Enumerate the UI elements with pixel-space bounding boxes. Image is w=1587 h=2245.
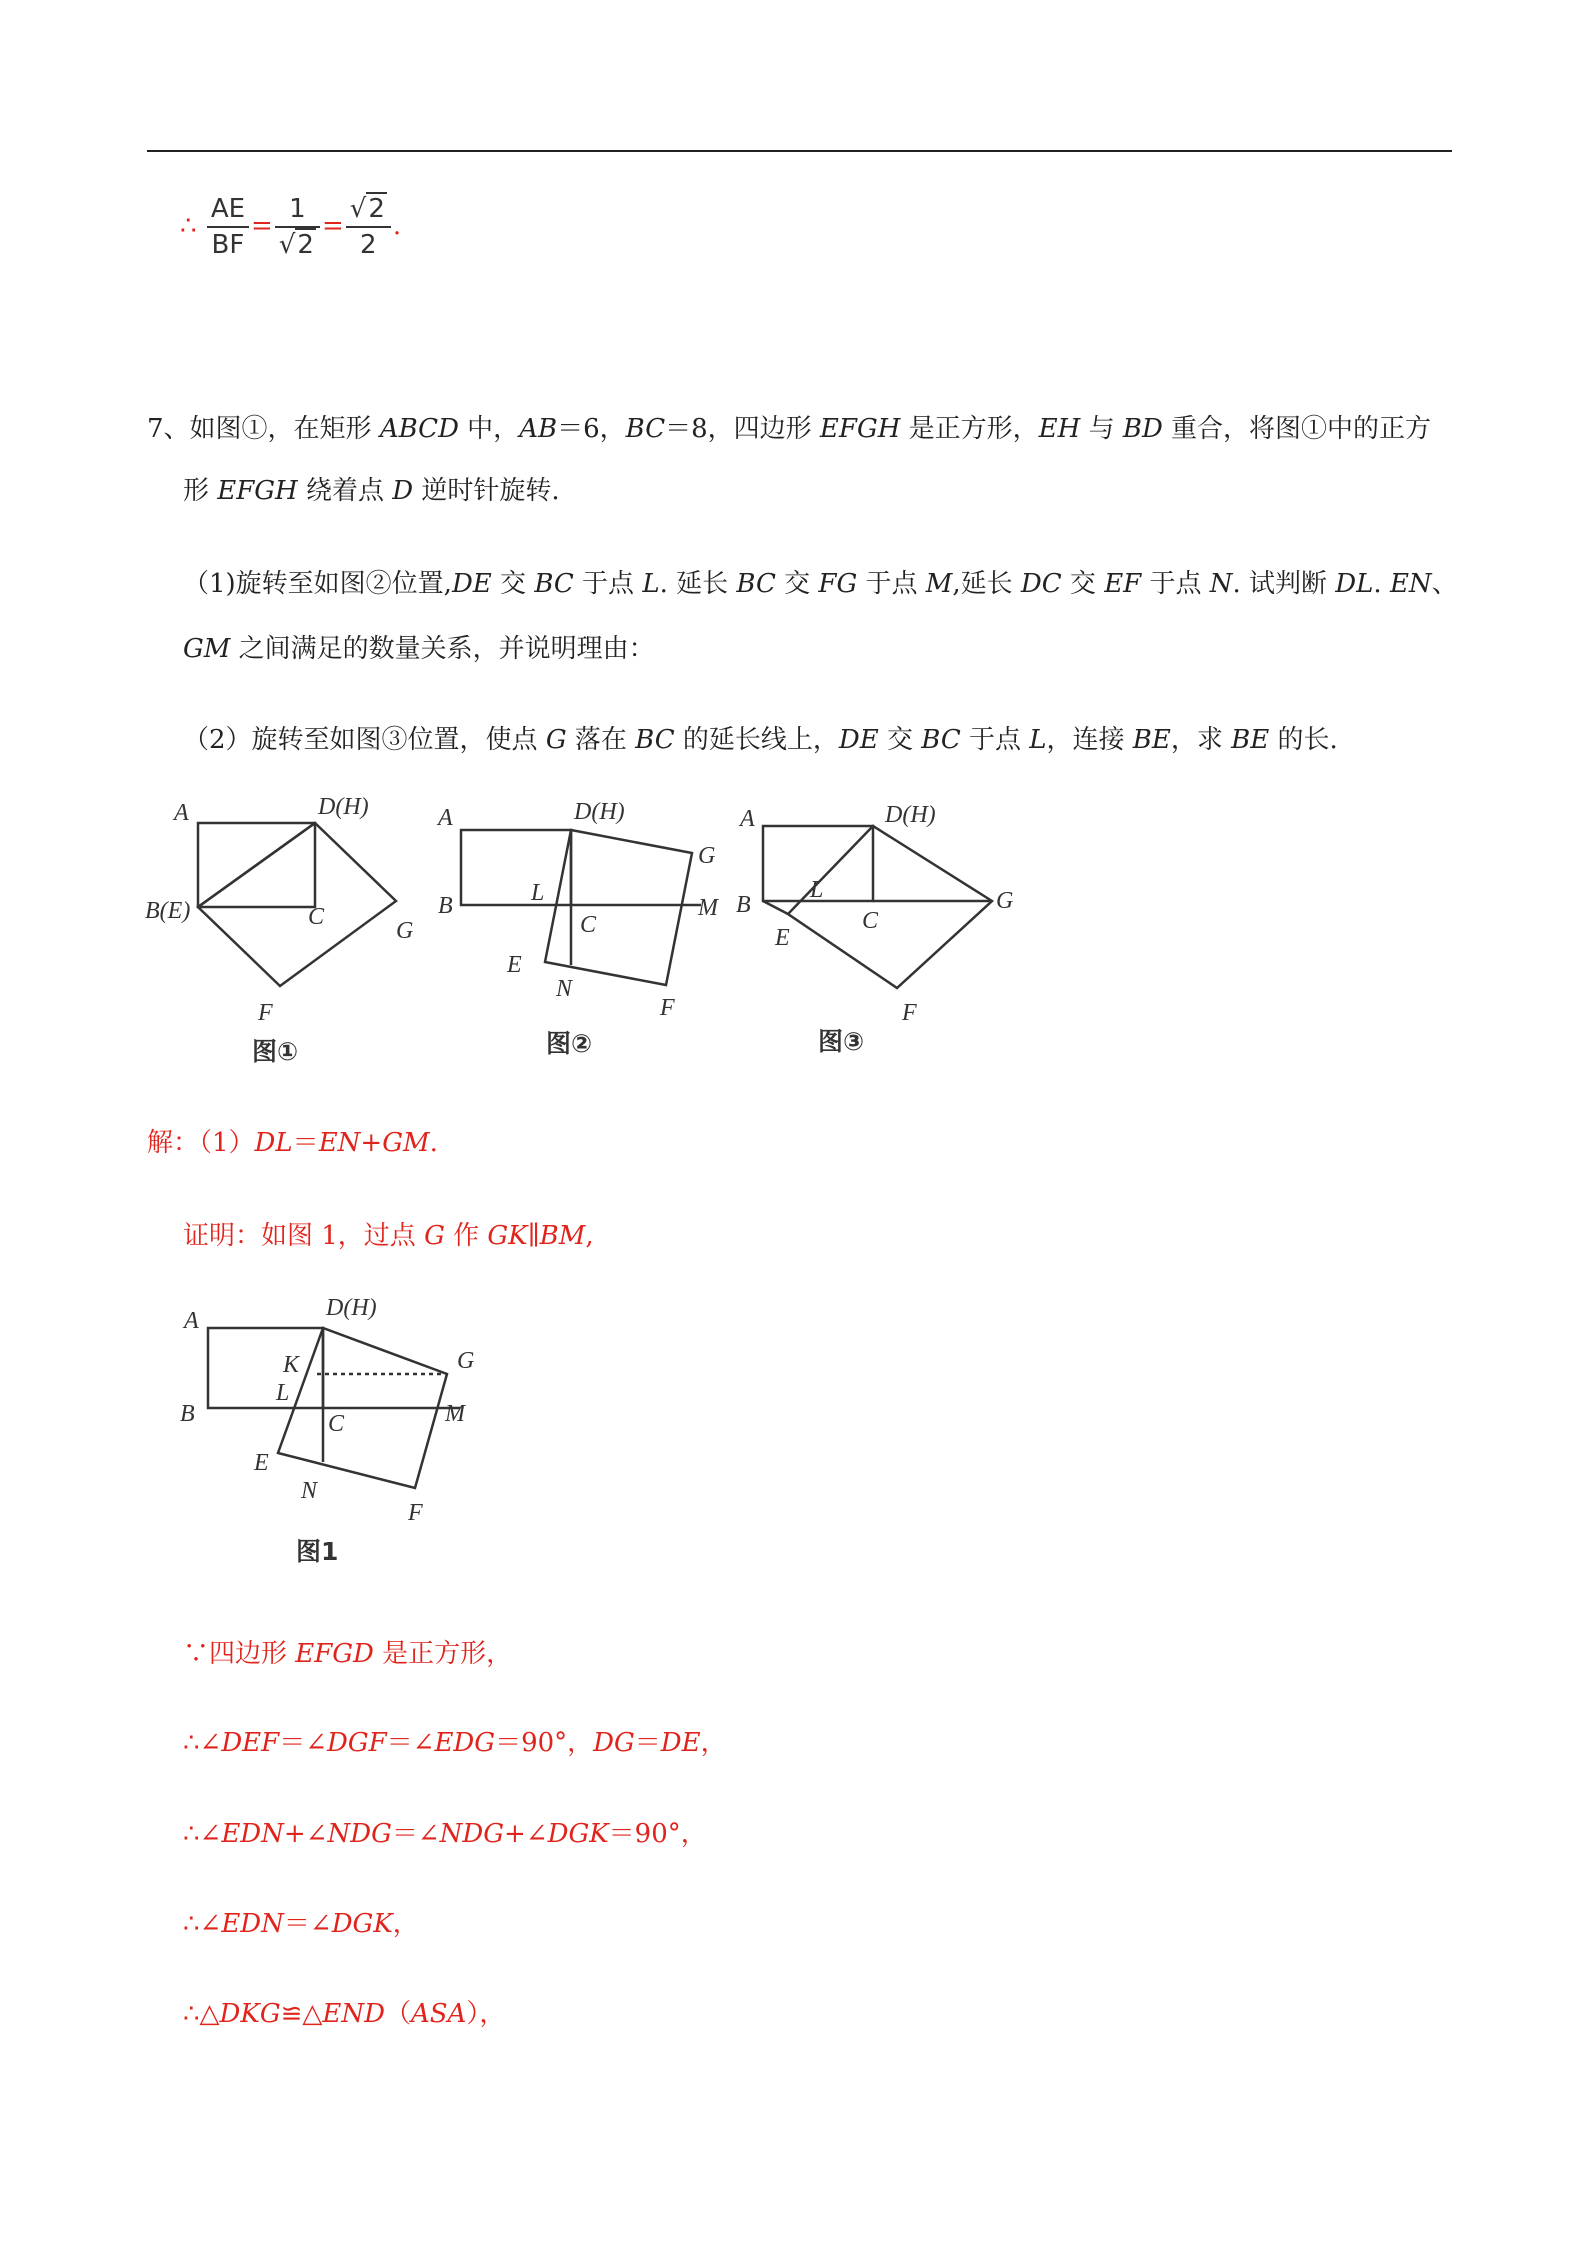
label-l: L	[531, 880, 545, 906]
math-variable: DG	[593, 1728, 635, 1758]
text-run: 证明：如图 1，过点	[183, 1221, 425, 1251]
square-efgh	[788, 826, 992, 988]
math-variable: NDG	[327, 1819, 392, 1849]
text-run: 绕着点	[297, 476, 393, 506]
text-run: ∴∠	[183, 1728, 222, 1758]
text-run: ＝∠	[279, 1728, 327, 1758]
math-variable: DKG	[219, 1999, 281, 2029]
numerator	[346, 192, 391, 228]
figure-3	[730, 790, 1050, 1080]
equals-sign: =	[251, 211, 273, 241]
problem-line-1	[147, 408, 1431, 445]
text-run: ＝∠	[391, 1819, 440, 1849]
text-run: 、	[1431, 569, 1458, 599]
proof-intro	[183, 1215, 594, 1252]
text-run: ，连接	[1046, 725, 1133, 755]
label-b: B	[736, 892, 751, 918]
figure-1	[140, 790, 460, 1090]
label-dh: D(H)	[326, 1295, 377, 1321]
math-variable: EDN	[221, 1909, 284, 1939]
label-dh: D(H)	[574, 799, 625, 825]
text-run: ≌△	[280, 1999, 323, 2029]
text-run: .	[1373, 569, 1390, 599]
text-run: 交	[878, 725, 922, 755]
text-run: 作	[444, 1221, 488, 1251]
text-run: ＝6，	[557, 414, 626, 444]
figure-caption: 图①	[252, 1037, 299, 1066]
text-run: ＝	[634, 1728, 661, 1758]
label-n: N	[556, 976, 573, 1002]
math-variable: ABCD	[379, 414, 459, 444]
text-run: ∴△	[183, 1999, 220, 2029]
math-variable: BC	[635, 725, 675, 755]
label-m: M	[698, 895, 718, 921]
sqrt-sign: √2	[349, 194, 385, 224]
math-variable: AB	[519, 414, 558, 444]
proof-step-4	[183, 1903, 419, 1940]
text-run: ∥	[527, 1221, 540, 1251]
math-variable: L	[642, 569, 660, 599]
label-g: G	[457, 1348, 475, 1374]
text-run: （1)旋转至如图②位置,	[183, 569, 452, 599]
label-f: F	[408, 1500, 423, 1526]
label-be: B(E)	[145, 898, 191, 924]
figure-caption: 图1	[296, 1537, 339, 1566]
math-variable: BC	[921, 725, 961, 755]
proof-step-2	[183, 1722, 727, 1759]
math-variable: FG	[818, 569, 858, 599]
text-run: ∴∠	[183, 1819, 222, 1849]
math-variable: G	[424, 1221, 445, 1251]
proof-step-1	[183, 1633, 512, 1670]
math-variable: EN	[318, 1128, 361, 1158]
text-run: +∠	[283, 1819, 328, 1849]
math-variable: EDG	[434, 1728, 496, 1758]
answer-line	[147, 1122, 438, 1159]
part1-line-2	[183, 628, 655, 665]
period: .	[392, 211, 402, 241]
part1-line-1	[183, 563, 1458, 600]
label-e: E	[507, 952, 522, 978]
math-variable: DEF	[221, 1728, 280, 1758]
line-be	[763, 901, 788, 914]
text-run: 交	[775, 569, 819, 599]
label-m: M	[445, 1401, 465, 1427]
text-run: 交	[491, 569, 535, 599]
text-run: ,延长	[952, 569, 1021, 599]
math-variable: GM	[183, 634, 231, 664]
text-run: ,	[585, 1221, 594, 1251]
text-run: 于点	[573, 569, 643, 599]
text-run: ＝∠	[386, 1728, 435, 1758]
math-variable: DE	[660, 1728, 701, 1758]
math-variable: BC	[736, 569, 776, 599]
math-variable: DL	[1335, 569, 1374, 599]
text-run: 交	[1061, 569, 1105, 599]
label-b: B	[180, 1401, 195, 1427]
denominator: 2	[360, 230, 377, 260]
label-b: B	[438, 893, 453, 919]
figure-2	[428, 790, 758, 1080]
text-run: 7、如图①，在矩形	[147, 414, 380, 444]
radicand: 2	[297, 230, 314, 260]
label-c: C	[308, 904, 325, 930]
label-c: C	[862, 908, 879, 934]
denominator	[275, 228, 320, 262]
math-variable: DL	[254, 1128, 293, 1158]
therefore-symbol: ∴	[180, 211, 197, 241]
text-run: 落在	[566, 725, 636, 755]
math-variable: DE	[451, 569, 492, 599]
math-variable: NDG	[439, 1819, 505, 1849]
text-run: 逆时针旋转.	[413, 476, 560, 506]
text-run: . 延长	[659, 569, 737, 599]
math-variable: G	[545, 725, 567, 755]
label-n: N	[301, 1478, 318, 1504]
figure-proof	[170, 1290, 490, 1580]
text-run: . 试判断	[1232, 569, 1336, 599]
text-run: 与	[1080, 414, 1123, 444]
text-run: ＝	[292, 1128, 319, 1158]
text-run: 中，	[458, 414, 520, 444]
text-run: ，求	[1170, 725, 1232, 755]
label-e: E	[775, 925, 790, 951]
fraction-root-two-over-two	[346, 192, 391, 262]
label-c: C	[580, 912, 597, 938]
text-run: ，	[392, 1909, 419, 1939]
text-run: 重合，将图①中的正方	[1162, 414, 1432, 444]
label-e: E	[254, 1450, 269, 1476]
math-variable: ASA	[410, 1999, 467, 2029]
text-run: ∵四边形	[183, 1639, 296, 1669]
text-run: .	[429, 1128, 438, 1158]
header-rule	[147, 150, 1452, 152]
text-run: 的长.	[1269, 725, 1338, 755]
text-run: （	[384, 1999, 411, 2029]
math-variable: M	[925, 569, 953, 599]
math-variable: EF	[1104, 569, 1142, 599]
fraction-one-over-root-two	[275, 192, 320, 262]
label-f: F	[902, 1000, 917, 1026]
math-variable: EN	[1389, 569, 1432, 599]
math-variable: BD	[1122, 414, 1163, 444]
denominator: BF	[211, 230, 245, 260]
square-efgh	[198, 823, 396, 986]
text-run: 于点	[960, 725, 1030, 755]
math-variable: DC	[1020, 569, 1062, 599]
label-a: A	[174, 800, 189, 826]
rectangle-abcd	[461, 830, 571, 905]
text-run: ＝8，四边形	[665, 414, 820, 444]
text-run: 解：（1）	[147, 1128, 255, 1158]
text-run: 是正方形，	[373, 1639, 513, 1669]
math-variable: N	[1209, 569, 1233, 599]
proof-step-5	[183, 1993, 505, 2030]
math-variable: GM	[382, 1128, 430, 1158]
label-g: G	[698, 843, 716, 869]
math-variable: EFGD	[295, 1639, 374, 1669]
sqrt-sign: √2	[278, 230, 314, 260]
text-run: ），	[466, 1999, 506, 2029]
math-variable: EFGH	[217, 476, 298, 506]
label-k: K	[283, 1352, 300, 1378]
math-variable: END	[322, 1999, 385, 2029]
label-f: F	[258, 1000, 273, 1026]
ratio-formula	[180, 192, 401, 262]
math-variable: EDN	[221, 1819, 284, 1849]
figure-caption: 图③	[818, 1027, 865, 1056]
math-variable: DE	[838, 725, 879, 755]
text-run: 于点	[1141, 569, 1210, 599]
math-variable: EFGH	[819, 414, 901, 444]
square-efgh	[545, 830, 692, 985]
math-variable: BM	[539, 1221, 586, 1251]
math-variable: BE	[1231, 725, 1270, 755]
text-run: ∴∠	[183, 1909, 222, 1939]
text-run: 之间满足的数量关系，并说明理由：	[230, 634, 655, 664]
label-a: A	[184, 1308, 199, 1334]
figure-caption: 图②	[546, 1029, 593, 1058]
numerator: 1	[275, 192, 320, 228]
math-variable: DGK	[547, 1819, 609, 1849]
text-run: ＝90°，	[495, 1728, 594, 1758]
label-dh: D(H)	[885, 802, 936, 828]
text-run: ＝∠	[283, 1909, 332, 1939]
equals-sign: =	[321, 211, 344, 241]
problem-line-2	[183, 470, 560, 507]
math-variable: DGK	[331, 1909, 393, 1939]
text-run: ＝90°，	[608, 1819, 707, 1849]
text-run: 形	[183, 476, 218, 506]
proof-step-3	[183, 1813, 707, 1850]
text-run: 是正方形，	[900, 414, 1039, 444]
numerator: AE	[207, 192, 249, 228]
label-f: F	[660, 995, 675, 1021]
math-variable: BE	[1132, 725, 1171, 755]
text-run: 的延长线上，	[674, 725, 839, 755]
label-l: L	[276, 1380, 290, 1406]
text-run: +∠	[504, 1819, 548, 1849]
text-run: 于点	[857, 569, 926, 599]
label-dh: D(H)	[318, 794, 369, 820]
label-l: L	[810, 877, 824, 903]
radicand: 2	[368, 194, 385, 224]
part2-line	[183, 719, 1338, 756]
label-c: C	[328, 1411, 345, 1437]
label-a: A	[740, 806, 755, 832]
label-g: G	[996, 888, 1014, 914]
text-run: +	[360, 1128, 383, 1158]
math-variable: GK	[487, 1221, 528, 1251]
label-g: G	[396, 918, 414, 944]
math-variable: D	[392, 476, 414, 506]
math-variable: DGF	[327, 1728, 387, 1758]
label-a: A	[438, 805, 453, 831]
fraction-ae-bf	[207, 192, 249, 262]
math-variable: EH	[1038, 414, 1081, 444]
text-run: （2）旋转至如图③位置，使点	[183, 725, 546, 755]
math-variable: BC	[534, 569, 574, 599]
math-variable: BC	[625, 414, 666, 444]
rectangle-abcd	[208, 1328, 323, 1408]
text-run: ，	[700, 1728, 727, 1758]
math-variable: L	[1029, 725, 1047, 755]
